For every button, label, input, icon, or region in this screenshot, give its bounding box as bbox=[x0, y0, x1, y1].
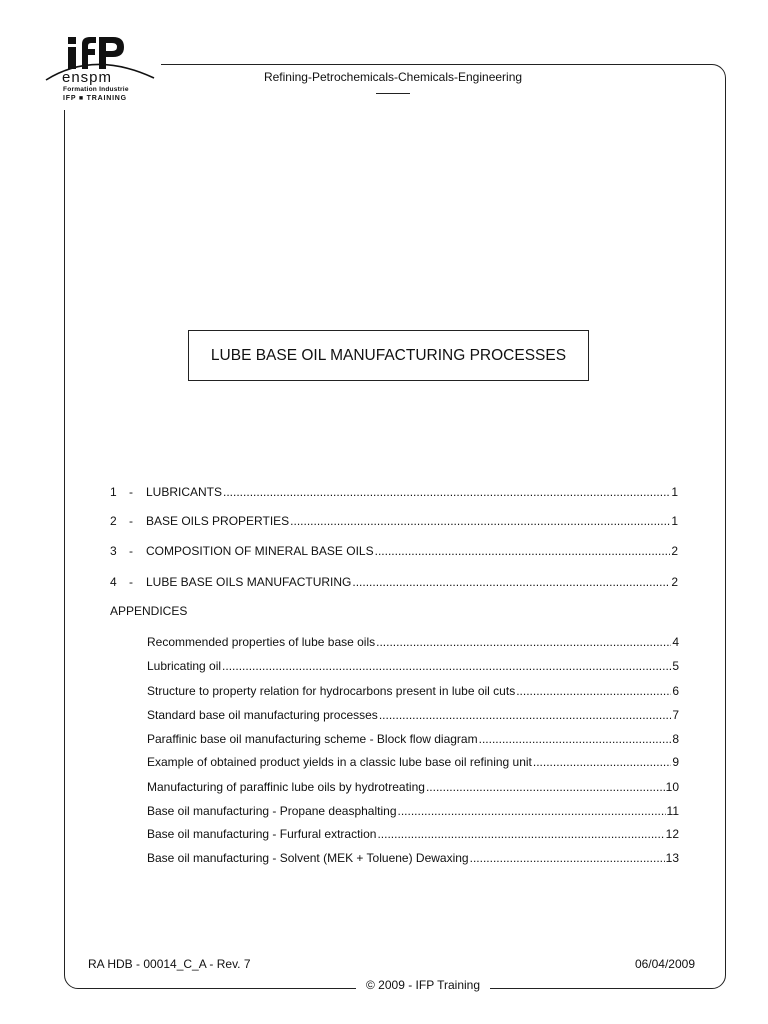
appendix-item-title: Recommended properties of lube base oils bbox=[147, 635, 376, 649]
toc-leader-dots bbox=[377, 827, 664, 841]
appendix-item-title: Paraffinic base oil manufacturing scheme - Block flow diagram bbox=[147, 732, 478, 746]
appendix-item-title: Base oil manufacturing - Solvent (MEK + Toluene) Dewaxing bbox=[147, 851, 469, 865]
logo-formation-text: Formation Industrie bbox=[63, 86, 129, 93]
appendix-item-9[interactable] bbox=[147, 827, 679, 841]
appendix-item-3[interactable] bbox=[147, 684, 679, 698]
appendix-item-page: 13 bbox=[665, 851, 679, 865]
toc-leader-dots bbox=[516, 684, 671, 698]
toc-leader-dots bbox=[470, 851, 665, 865]
appendix-item-title: Lubricating oil bbox=[147, 659, 222, 673]
toc-leader-dots bbox=[379, 708, 672, 722]
appendix-item-7[interactable] bbox=[147, 780, 679, 794]
toc-item-number: 1 bbox=[110, 485, 117, 499]
appendix-item-page: 7 bbox=[672, 708, 679, 722]
toc-item-title: LUBE BASE OILS MANUFACTURING bbox=[146, 575, 352, 589]
footer-date: 06/04/2009 bbox=[634, 957, 695, 971]
toc-item-1[interactable] bbox=[110, 485, 678, 499]
toc-item-page: 1 bbox=[671, 514, 678, 528]
toc-item-separator: - bbox=[129, 575, 133, 589]
appendix-item-page: 4 bbox=[672, 635, 679, 649]
appendix-item-2[interactable] bbox=[147, 659, 679, 673]
toc-leader-dots bbox=[376, 635, 671, 649]
toc-item-title: BASE OILS PROPERTIES bbox=[146, 514, 290, 528]
appendix-item-8[interactable] bbox=[147, 804, 679, 818]
toc-leader-dots bbox=[398, 804, 666, 818]
toc-item-separator: - bbox=[129, 544, 133, 558]
appendices-heading: APPENDICES bbox=[110, 604, 188, 618]
toc-item-4[interactable] bbox=[110, 575, 678, 589]
toc-item-page: 1 bbox=[671, 485, 678, 499]
logo-training-text: IFP ■ TRAINING bbox=[63, 95, 127, 102]
appendix-item-10[interactable] bbox=[147, 851, 679, 865]
toc-leader-dots bbox=[479, 732, 672, 746]
toc-item-number: 4 bbox=[110, 575, 117, 589]
footer-document-reference: RA HDB - 00014_C_A - Rev. 7 bbox=[88, 957, 251, 971]
appendix-item-page: 10 bbox=[665, 780, 679, 794]
toc-leader-dots bbox=[290, 514, 670, 528]
appendix-item-6[interactable] bbox=[147, 755, 679, 769]
appendix-item-page: 12 bbox=[665, 827, 679, 841]
appendix-item-title: Base oil manufacturing - Furfural extraction bbox=[147, 827, 377, 841]
document-title: LUBE BASE OIL MANUFACTURING PROCESSES bbox=[210, 346, 567, 364]
appendix-item-page: 5 bbox=[672, 659, 679, 673]
header-rule bbox=[376, 93, 410, 94]
toc-item-number: 3 bbox=[110, 544, 117, 558]
appendix-item-page: 11 bbox=[666, 804, 679, 818]
appendix-item-page: 6 bbox=[672, 684, 679, 698]
appendix-item-title: Structure to property relation for hydrocarbons present in lube oil cuts bbox=[147, 684, 516, 698]
appendix-item-4[interactable] bbox=[147, 708, 679, 722]
appendix-item-page: 9 bbox=[672, 755, 679, 769]
toc-item-2[interactable] bbox=[110, 514, 678, 528]
toc-item-3[interactable] bbox=[110, 544, 678, 558]
toc-item-title: COMPOSITION OF MINERAL BASE OILS bbox=[146, 544, 374, 558]
toc-item-separator: - bbox=[129, 514, 133, 528]
appendix-item-5[interactable] bbox=[147, 732, 679, 746]
appendix-item-title: Standard base oil manufacturing processes bbox=[147, 708, 378, 722]
toc-leader-dots bbox=[533, 755, 671, 769]
logo-enspm-text: enspm bbox=[62, 69, 113, 86]
toc-item-number: 2 bbox=[110, 514, 117, 528]
appendix-item-1[interactable] bbox=[147, 635, 679, 649]
toc-leader-dots bbox=[426, 780, 665, 794]
toc-leader-dots bbox=[222, 659, 671, 673]
appendix-item-title: Manufacturing of paraffinic lube oils by hydrotreating bbox=[147, 780, 425, 794]
appendix-item-title: Base oil manufacturing - Propane deasphalting bbox=[147, 804, 397, 818]
toc-item-title: LUBRICANTS bbox=[146, 485, 223, 499]
toc-leader-dots bbox=[223, 485, 670, 499]
toc-item-page: 2 bbox=[671, 575, 678, 589]
footer-copyright: © 2009 - IFP Training bbox=[356, 978, 490, 992]
toc-leader-dots bbox=[352, 575, 670, 589]
header-title: Refining-Petrochemicals-Chemicals-Engineering bbox=[263, 70, 523, 84]
appendix-item-page: 8 bbox=[672, 732, 679, 746]
toc-leader-dots bbox=[375, 544, 671, 558]
toc-item-page: 2 bbox=[671, 544, 678, 558]
ifp-logo bbox=[36, 30, 161, 110]
toc-item-separator: - bbox=[129, 485, 133, 499]
document-title-box bbox=[188, 330, 589, 381]
appendix-item-title: Example of obtained product yields in a classic lube base oil refining unit bbox=[147, 755, 532, 769]
